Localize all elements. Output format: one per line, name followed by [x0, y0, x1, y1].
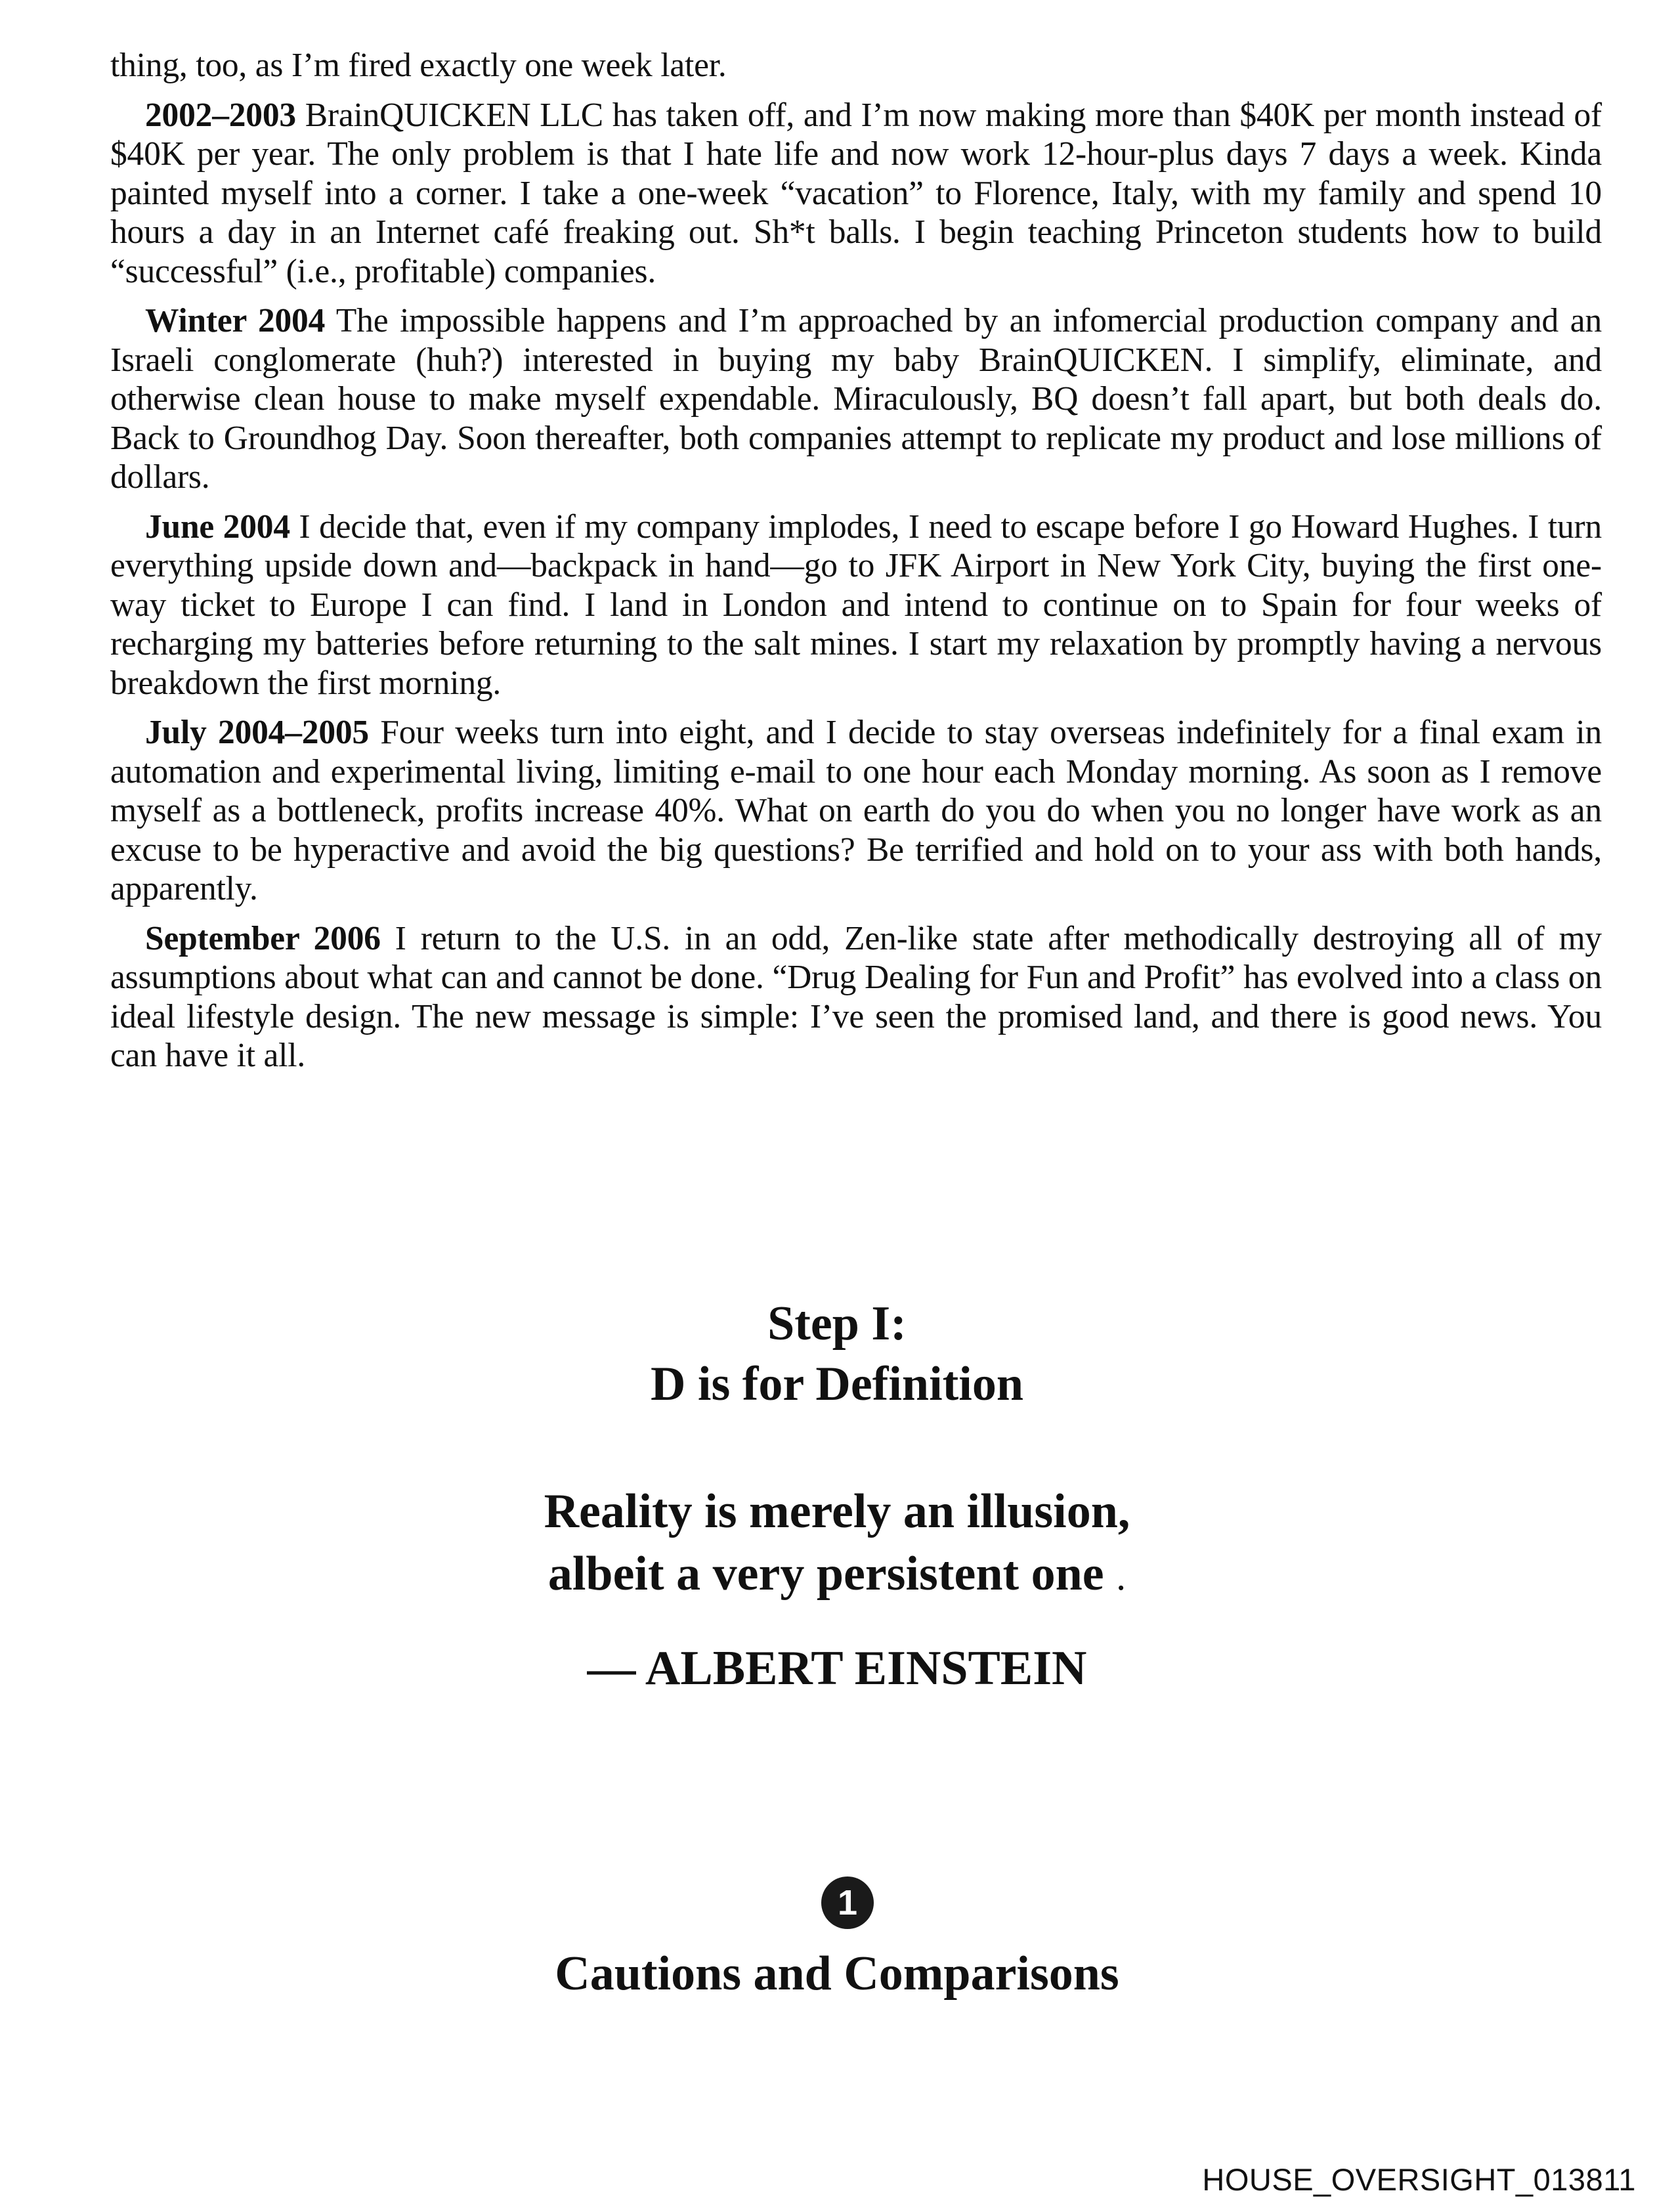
entry-text: I decide that, even if my company implodes, I need to escape before I go Howard Hughes. I turn everything upside down and—backpack in hand—go to JFK Airport in New York City, buying the first one-way ticket to Europe I can find. I land in London and intend to continue on to Spain for four weeks of recharging my batteries before returning to the salt mines. I start my relaxation by promptly having a nervous breakdown the first morning. [110, 508, 1602, 702]
step-label: Step I: [767, 1297, 907, 1351]
entry-date: July 2004–2005 [145, 714, 369, 751]
chapter-title: Cautions and Comparisons [555, 1947, 1119, 2001]
step-heading [0, 1293, 1674, 1414]
epigraph-attribution: — ALBERT EINSTEIN [587, 1641, 1087, 1695]
entry-text: Four weeks turn into eight, and I decide to stay overseas indefinitely for a final exam in automation and experimental living, limiting e-mail to one hour each Monday morning. As soon as I remove myself as a bottleneck, profits increase 40%. What on earth do you do when you no longer have work as an excuse to be hyperactive and avoid the big questions? Be terrified and hold on to your ass with both hands, apparently. [110, 714, 1602, 907]
timeline-entry-july-2004-2005 [110, 713, 1602, 909]
quote-line-2 [0, 1543, 1674, 1608]
entry-date: 2002–2003 [145, 96, 296, 134]
epigraph-quote [0, 1481, 1674, 1608]
quote-line-1: Reality is merely an illusion, [544, 1485, 1130, 1538]
entry-text: BrainQUICKEN LLC has taken off, and I’m now making more than $40K per month instead of $40K per year. The only problem is that I hate life and now work 12-hour-plus days 7 days a week. Kinda painted myself into a corner. I take a one-week “vacation” to Florence, Italy, with my family and spend 10 hours a day in an Internet café freaking out. Sh*t balls. I begin teaching Princeton students how to build “successful” (i.e., profitable) companies. [110, 96, 1602, 290]
quote-line-2-text: albeit a very persistent one [547, 1547, 1104, 1601]
chapter-number-badge: 1 [821, 1876, 874, 1929]
timeline-entry-september-2006 [110, 919, 1602, 1075]
entry-date: September 2006 [145, 919, 381, 957]
entry-text: The impossible happens and I’m approached by an infomercial production company and an Israeli conglomerate (huh?) interested in buying my baby BrainQUICKEN. I simplify, eliminate, and otherwise clean house to make myself expendable. Miraculously, BQ doesn’t fall apart, but both deals do. Back to Groundhog Day. Soon thereafter, both companies attempt to replicate my product and lose millions of dollars. [110, 302, 1602, 496]
body-text [110, 46, 1602, 1086]
quote-end-mark: . [1116, 1555, 1127, 1598]
entry-date: June 2004 [145, 508, 290, 546]
bates-number: HOUSE_OVERSIGHT_013811 [1202, 2162, 1636, 2197]
timeline-entry-june-2004 [110, 508, 1602, 703]
timeline-entry-winter-2004 [110, 301, 1602, 497]
step-title: D is for Definition [650, 1357, 1023, 1411]
entry-date: Winter 2004 [145, 302, 326, 339]
timeline-entry-2002-2003 [110, 96, 1602, 292]
entry-text: I return to the U.S. in an odd, Zen-like state after methodically destroying all of my assumptions about what can and cannot be done. “Drug Dealing for Fun and Profit” has evolved into a class on ideal lifestyle design. The new message is simple: I’ve seen the promised land, and there is good news. You can have it all. [110, 919, 1602, 1074]
continuation-paragraph: thing, too, as I’m fired exactly one week later. [110, 47, 727, 84]
